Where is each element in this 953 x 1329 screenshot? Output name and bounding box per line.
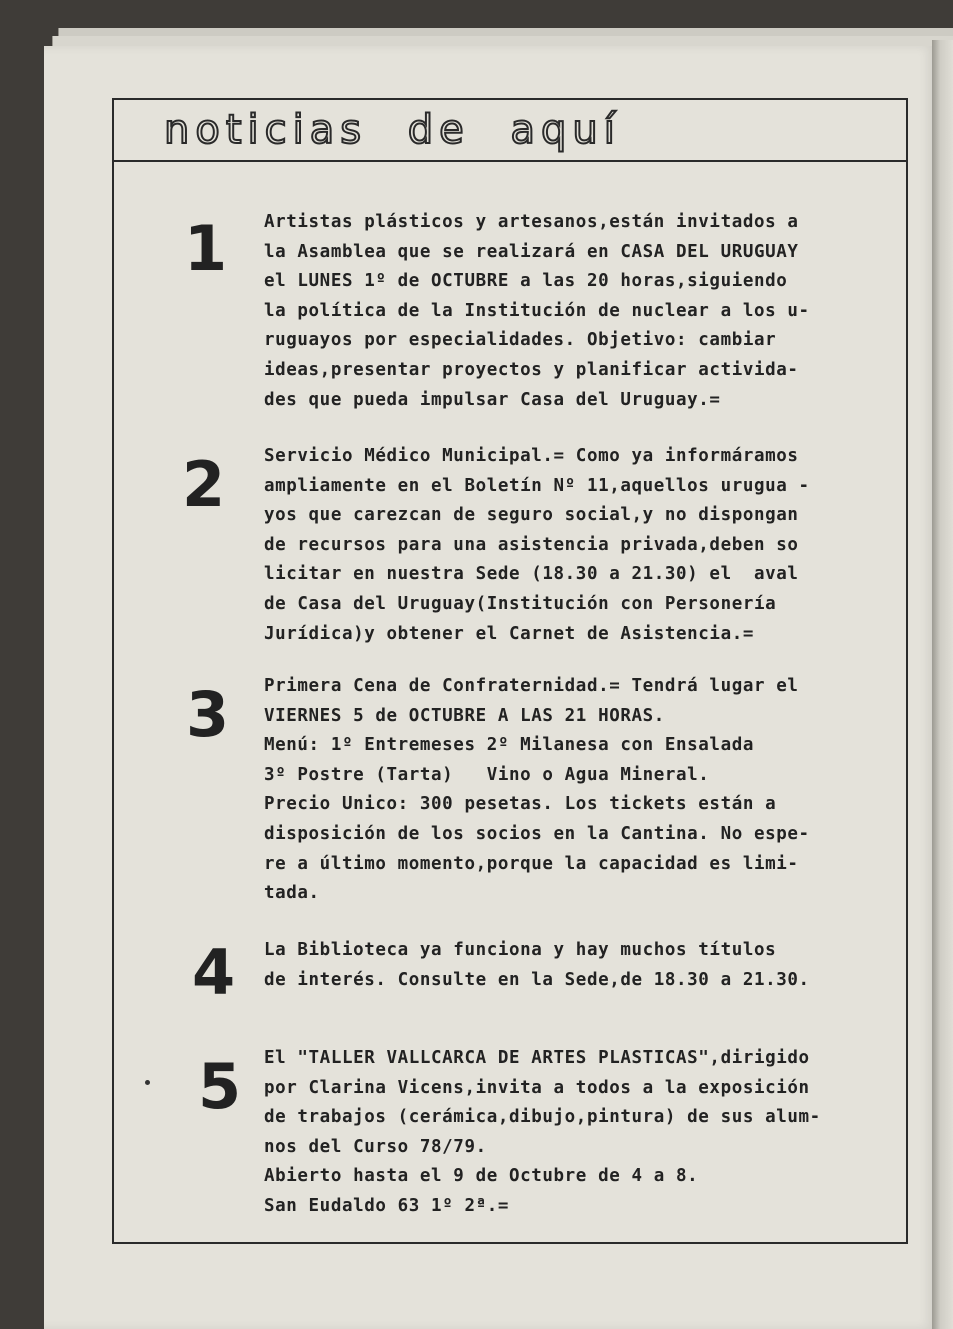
item-number: 2 xyxy=(182,448,226,521)
text-line: de recursos para una asistencia privada,deben so xyxy=(264,534,799,555)
item-number: 4 xyxy=(192,936,236,1009)
news-frame xyxy=(112,98,908,1244)
text-line: El "TALLER VALLCARCA DE ARTES PLASTICAS",dirigido xyxy=(264,1048,810,1068)
item-text xyxy=(264,1044,904,1222)
text-line: Servicio Médico Municipal.= Como ya informáramos xyxy=(264,446,799,466)
text-line: La Biblioteca ya funciona y hay muchos títulos xyxy=(264,940,777,960)
text-line: re a último momento,porque la capacidad es limi- xyxy=(264,853,799,874)
item-number: 3 xyxy=(186,678,230,751)
ink-dot xyxy=(145,1080,150,1085)
title-band xyxy=(114,100,906,162)
text-line: VIERNES 5 de OCTUBRE A LAS 21 HORAS. xyxy=(264,705,665,726)
item-text xyxy=(264,208,904,415)
text-line: 3º Postre (Tarta) Vino o Agua Mineral. xyxy=(264,764,710,785)
item-text xyxy=(264,672,904,909)
text-line: por Clarina Vicens,invita a todos a la exposición xyxy=(264,1077,810,1098)
text-line: de interés. Consulte en la Sede,de 18.30 a 21.30. xyxy=(264,969,810,990)
text-line: Artistas plásticos y artesanos,están invitados a xyxy=(264,212,799,232)
item-text xyxy=(264,936,904,995)
item-number: 1 xyxy=(184,212,228,285)
text-line: Menú: 1º Entremeses 2º Milanesa con Ensalada xyxy=(264,735,754,756)
text-line: Abierto hasta el 9 de Octubre de 4 a 8. xyxy=(264,1166,699,1187)
text-line: Jurídica)y obtener el Carnet de Asistencia.= xyxy=(264,623,754,644)
text-line: des que pueda impulsar Casa del Uruguay.= xyxy=(264,389,721,410)
page-edge xyxy=(932,40,953,1329)
text-line: Precio Unico: 300 pesetas. Los tickets están a xyxy=(264,794,777,815)
page-title: noticias de aquí xyxy=(164,107,621,153)
text-line: nos del Curso 78/79. xyxy=(264,1136,487,1157)
text-line: yos que carezcan de seguro social,y no dispongan xyxy=(264,505,799,526)
text-line: de trabajos (cerámica,dibujo,pintura) de sus alum- xyxy=(264,1107,821,1128)
text-line: el LUNES 1º de OCTUBRE a las 20 horas,siguiendo xyxy=(264,271,788,292)
text-line: disposición de los socios en la Cantina. No espe- xyxy=(264,823,810,844)
item-text xyxy=(264,442,904,649)
text-line: licitar en nuestra Sede (18.30 a 21.30) el aval xyxy=(264,564,799,585)
text-line: ampliamente en el Boletín Nº 11,aquellos urugua - xyxy=(264,475,810,496)
text-line: San Eudaldo 63 1º 2ª.= xyxy=(264,1195,509,1216)
text-line: Primera Cena de Confraternidad.= Tendrá lugar el xyxy=(264,676,799,696)
text-line: la política de la Institución de nuclear a los u- xyxy=(264,300,810,321)
item-number: 5 xyxy=(198,1050,242,1123)
text-line: ruguayos por especialidades. Objetivo: cambiar xyxy=(264,330,777,351)
text-line: la Asamblea que se realizará en CASA DEL URUGUAY xyxy=(264,241,799,262)
text-line: tada. xyxy=(264,883,320,904)
text-line: de Casa del Uruguay(Institución con Personería xyxy=(264,593,777,614)
text-line: ideas,presentar proyectos y planificar activida- xyxy=(264,359,799,380)
